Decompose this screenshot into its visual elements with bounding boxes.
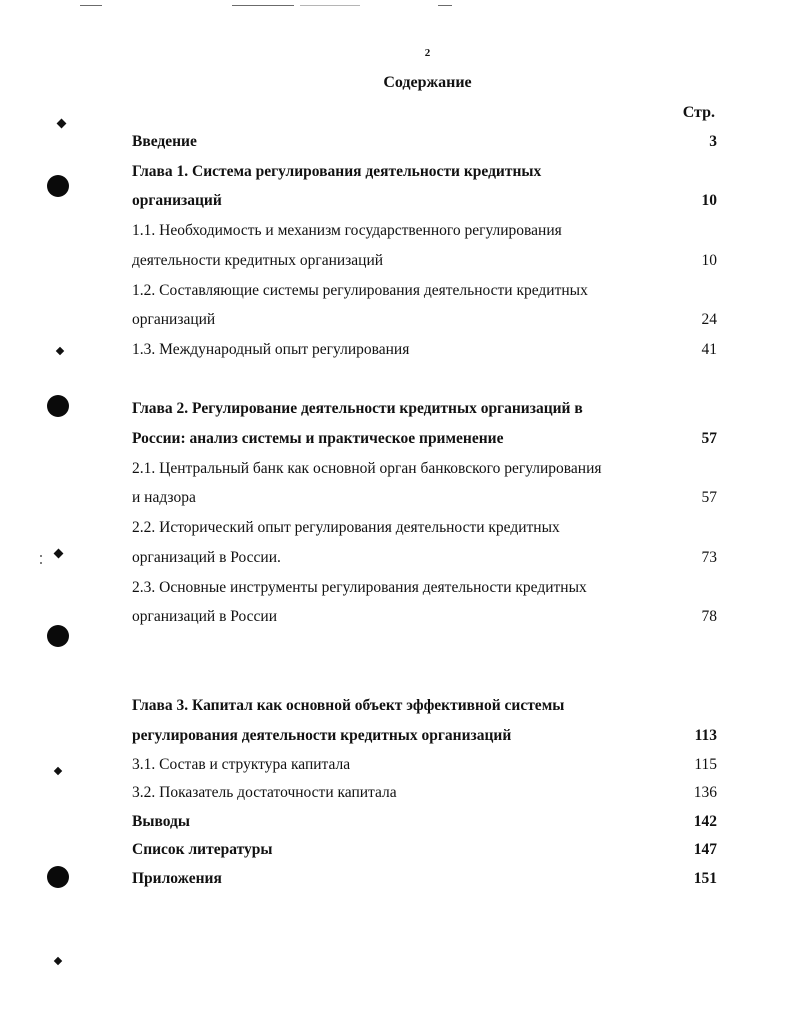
toc-entry-appendices (132, 865, 717, 894)
scan-artifact-line (232, 5, 294, 6)
toc-entry-label: 1.3. Международный опыт регулирования (132, 340, 410, 358)
toc-section-1-1-line2 (132, 246, 717, 276)
scan-artifact-line (300, 5, 360, 6)
toc-section-1-3 (132, 335, 717, 365)
toc-entry-page: 57 (701, 430, 717, 448)
toc-entry-label: организаций (132, 311, 216, 329)
toc-section-2-2-line2 (132, 543, 717, 573)
toc-chapter-2-line1 (132, 394, 717, 424)
toc-entry-label: 2.2. Исторический опыт регулирования деятельности кредитных (132, 519, 560, 537)
toc-entry-page: 3 (709, 133, 717, 150)
toc-chapter-1-line1 (132, 157, 717, 187)
toc-entry-conclusions (132, 808, 717, 837)
toc-section-2-1-line2 (132, 483, 717, 513)
toc-entry-page: 10 (701, 192, 717, 210)
toc-entry-label: Введение (132, 133, 197, 150)
toc-entry-label: организаций в России. (132, 548, 281, 566)
toc-entry-page: 73 (701, 548, 717, 566)
toc-section-2-3-line2 (132, 602, 717, 632)
toc-entry-intro (132, 127, 717, 157)
toc-entry-label: Глава 2. Регулирование деятельности кредитных организаций в (132, 400, 583, 418)
toc-entry-label: и надзора (132, 489, 196, 507)
toc-entry-label: Выводы (132, 812, 190, 830)
toc-section-2-3-line1 (132, 573, 717, 603)
toc-entry-page: 78 (701, 608, 717, 626)
toc-entry-page: 142 (693, 812, 717, 830)
toc-entry-page: 41 (701, 340, 717, 358)
toc-section-3-1 (132, 751, 717, 780)
toc-entry-label: Приложения (132, 869, 222, 887)
toc-entry-page: 151 (693, 869, 717, 887)
page-title: Содержание (383, 74, 472, 91)
scan-speck (54, 549, 64, 559)
toc-entry-references (132, 836, 717, 865)
toc-entry-label: организаций в России (132, 608, 278, 626)
table-of-contents (132, 127, 717, 893)
toc-entry-label: Глава 1. Система регулирования деятельности кредитных (132, 162, 542, 180)
binder-hole (47, 866, 69, 888)
scan-speck (56, 347, 64, 355)
toc-section-2-2-line1 (132, 513, 717, 543)
toc-entry-page: 113 (694, 727, 717, 745)
page-number: 2 (424, 47, 431, 59)
toc-entry-label: 1.1. Необходимость и механизм государственного регулирования (132, 222, 562, 240)
toc-entry-label: Глава 3. Капитал как основной объект эффективной системы (132, 697, 565, 715)
toc-entry-label: Список литературы (132, 841, 273, 859)
toc-section-3-2 (132, 779, 717, 808)
toc-chapter-3-line1 (132, 691, 717, 721)
toc-entry-label: деятельности кредитных организаций (132, 251, 384, 269)
toc-entry-page: 115 (694, 755, 717, 773)
toc-entry-page: 10 (701, 251, 717, 269)
page-column-header: Стр. (682, 104, 715, 121)
toc-entry-label: 3.2. Показатель достаточности капитала (132, 784, 397, 802)
toc-entry-label: России: анализ системы и практическое применение (132, 430, 504, 448)
toc-chapter-2-line2 (132, 424, 717, 454)
toc-entry-page: 24 (701, 311, 717, 329)
binder-hole (47, 625, 69, 647)
toc-entry-label: 2.1. Центральный банк как основной орган банковского регулирования (132, 459, 602, 477)
toc-spacer (132, 632, 717, 662)
toc-chapter-1-line2 (132, 186, 717, 216)
toc-section-1-2-line1 (132, 276, 717, 306)
toc-entry-label: организаций (132, 192, 222, 210)
binder-hole (47, 175, 69, 197)
toc-entry-page: 136 (693, 784, 717, 802)
toc-entry-label: 3.1. Состав и структура капитала (132, 755, 351, 773)
toc-spacer (132, 662, 717, 692)
scan-speck (57, 119, 67, 129)
toc-entry-label: регулирования деятельности кредитных организаций (132, 727, 512, 745)
scan-speck (40, 562, 42, 564)
scan-speck (54, 767, 62, 775)
toc-entry-label: 2.3. Основные инструменты регулирования деятельности кредитных (132, 578, 587, 596)
toc-entry-label: 1.2. Составляющие системы регулирования деятельности кредитных (132, 281, 588, 299)
toc-entry-page: 147 (693, 841, 717, 859)
toc-entry-page: 57 (701, 489, 717, 507)
binder-hole (47, 395, 69, 417)
toc-section-2-1-line1 (132, 454, 717, 484)
toc-spacer (132, 365, 717, 395)
toc-section-1-2-line2 (132, 305, 717, 335)
scan-artifact-line (80, 5, 102, 6)
toc-chapter-3-line2 (132, 721, 717, 751)
scan-speck (40, 555, 42, 557)
toc-section-1-1-line1 (132, 216, 717, 246)
scan-speck (54, 957, 62, 965)
scan-artifact-line (438, 5, 452, 6)
